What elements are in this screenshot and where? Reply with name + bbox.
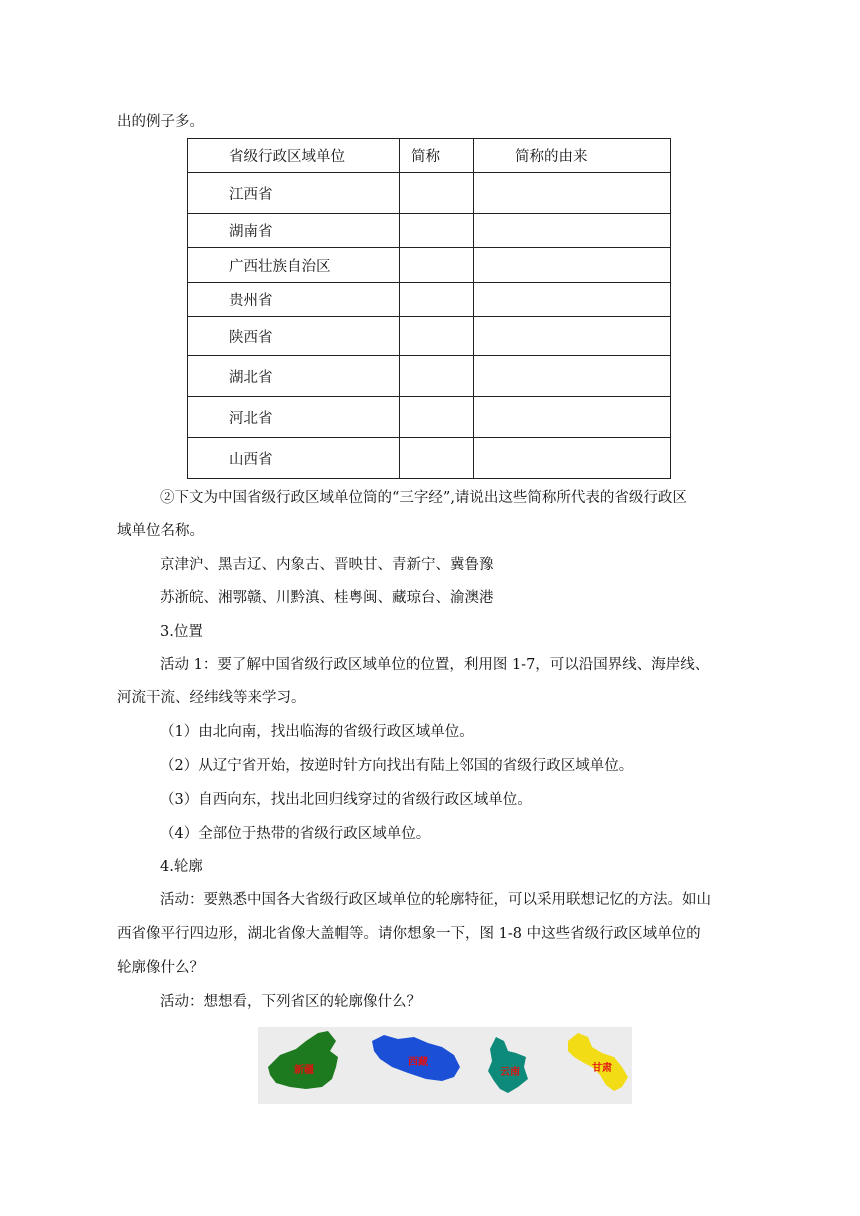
paragraph-sanzijing-line1: ②下文为中国省级行政区域单位筒的“三字经”,请说出这些简称所代表的省级行政区 [160, 490, 687, 506]
abbr-cell [400, 397, 474, 438]
rhyme-line-2: 苏浙皖、湘鄂赣、川黔滇、桂粤闽、藏琼台、渝澳港 [160, 590, 494, 606]
abbr-cell [400, 356, 474, 397]
activity3-text: 活动：想想看，下列省区的轮廓像什么？ [160, 994, 421, 1010]
abbr-cell [400, 317, 474, 356]
province-cell: 河北省 [188, 397, 400, 438]
abbr-cell [400, 214, 474, 248]
province-cell: 贵州省 [188, 283, 400, 317]
task-item: （2）从辽宁省开始，按逆时针方向找出有陆上邻国的省级行政区域单位。 [160, 758, 634, 774]
origin-cell [474, 438, 671, 479]
map-label-yunnan: 云南 [500, 1067, 520, 1078]
activity1-line2: 河流干流、经纬线等来学习。 [117, 690, 306, 706]
abbr-cell [400, 438, 474, 479]
activity2-line2: 西省像平行四边形，湖北省像大盖帽等。请你想象一下，图 1-8 中这些省级行政区域单位的 [117, 926, 701, 942]
origin-cell [474, 356, 671, 397]
task-item: （1）由北向南，找出临海的省级行政区域单位。 [160, 724, 474, 740]
table-header-row [188, 139, 671, 173]
activity2-line1: 活动：要熟悉中国各大省级行政区域单位的轮廓特征，可以采用联想记忆的方法。如山 [160, 892, 711, 908]
abbr-cell [400, 248, 474, 283]
table-row [188, 317, 671, 356]
table-row [188, 397, 671, 438]
task-item: （4）全部位于热带的省级行政区域单位。 [160, 826, 431, 842]
header-abbr: 简称 [400, 139, 474, 173]
abbr-cell [400, 283, 474, 317]
header-province: 省级行政区域单位 [188, 139, 400, 173]
section-heading-outline: 4.轮廓 [160, 859, 203, 875]
intro-tail-text: 出的例子多。 [117, 114, 204, 130]
table-row [188, 283, 671, 317]
table-row [188, 248, 671, 283]
province-cell: 湖北省 [188, 356, 400, 397]
origin-cell [474, 283, 671, 317]
province-cell: 广西壮族自治区 [188, 248, 400, 283]
province-cell: 陕西省 [188, 317, 400, 356]
task-item: （3）自西向东，找出北回归线穿过的省级行政区域单位。 [160, 792, 532, 808]
origin-cell [474, 317, 671, 356]
province-cell: 山西省 [188, 438, 400, 479]
origin-cell [474, 214, 671, 248]
header-origin: 简称的由来 [474, 139, 671, 173]
origin-cell [474, 248, 671, 283]
province-abbreviation-table [187, 138, 671, 479]
map-label-xinjiang: 新疆 [294, 1065, 314, 1076]
map-label-gansu: 甘肃 [592, 1063, 612, 1074]
province-outline-figure [258, 1027, 632, 1104]
province-cell: 江西省 [188, 173, 400, 214]
province-cell: 湖南省 [188, 214, 400, 248]
table-row [188, 173, 671, 214]
table-row [188, 214, 671, 248]
table-row [188, 438, 671, 479]
activity1-line1: 活动 1：要了解中国省级行政区域单位的位置，利用图 1-7，可以沿国界线、海岸线、 [160, 657, 710, 673]
section-heading-position: 3.位置 [160, 624, 203, 640]
rhyme-line-1: 京津沪、黑吉辽、内象古、晋映甘、青新宁、冀鲁豫 [160, 557, 494, 573]
map-label-xizang: 西藏 [408, 1057, 428, 1068]
activity2-line3: 轮廓像什么？ [117, 960, 204, 976]
origin-cell [474, 173, 671, 214]
paragraph-sanzijing-line2: 域单位名称。 [117, 523, 204, 539]
abbr-cell [400, 173, 474, 214]
origin-cell [474, 397, 671, 438]
table-row [188, 356, 671, 397]
